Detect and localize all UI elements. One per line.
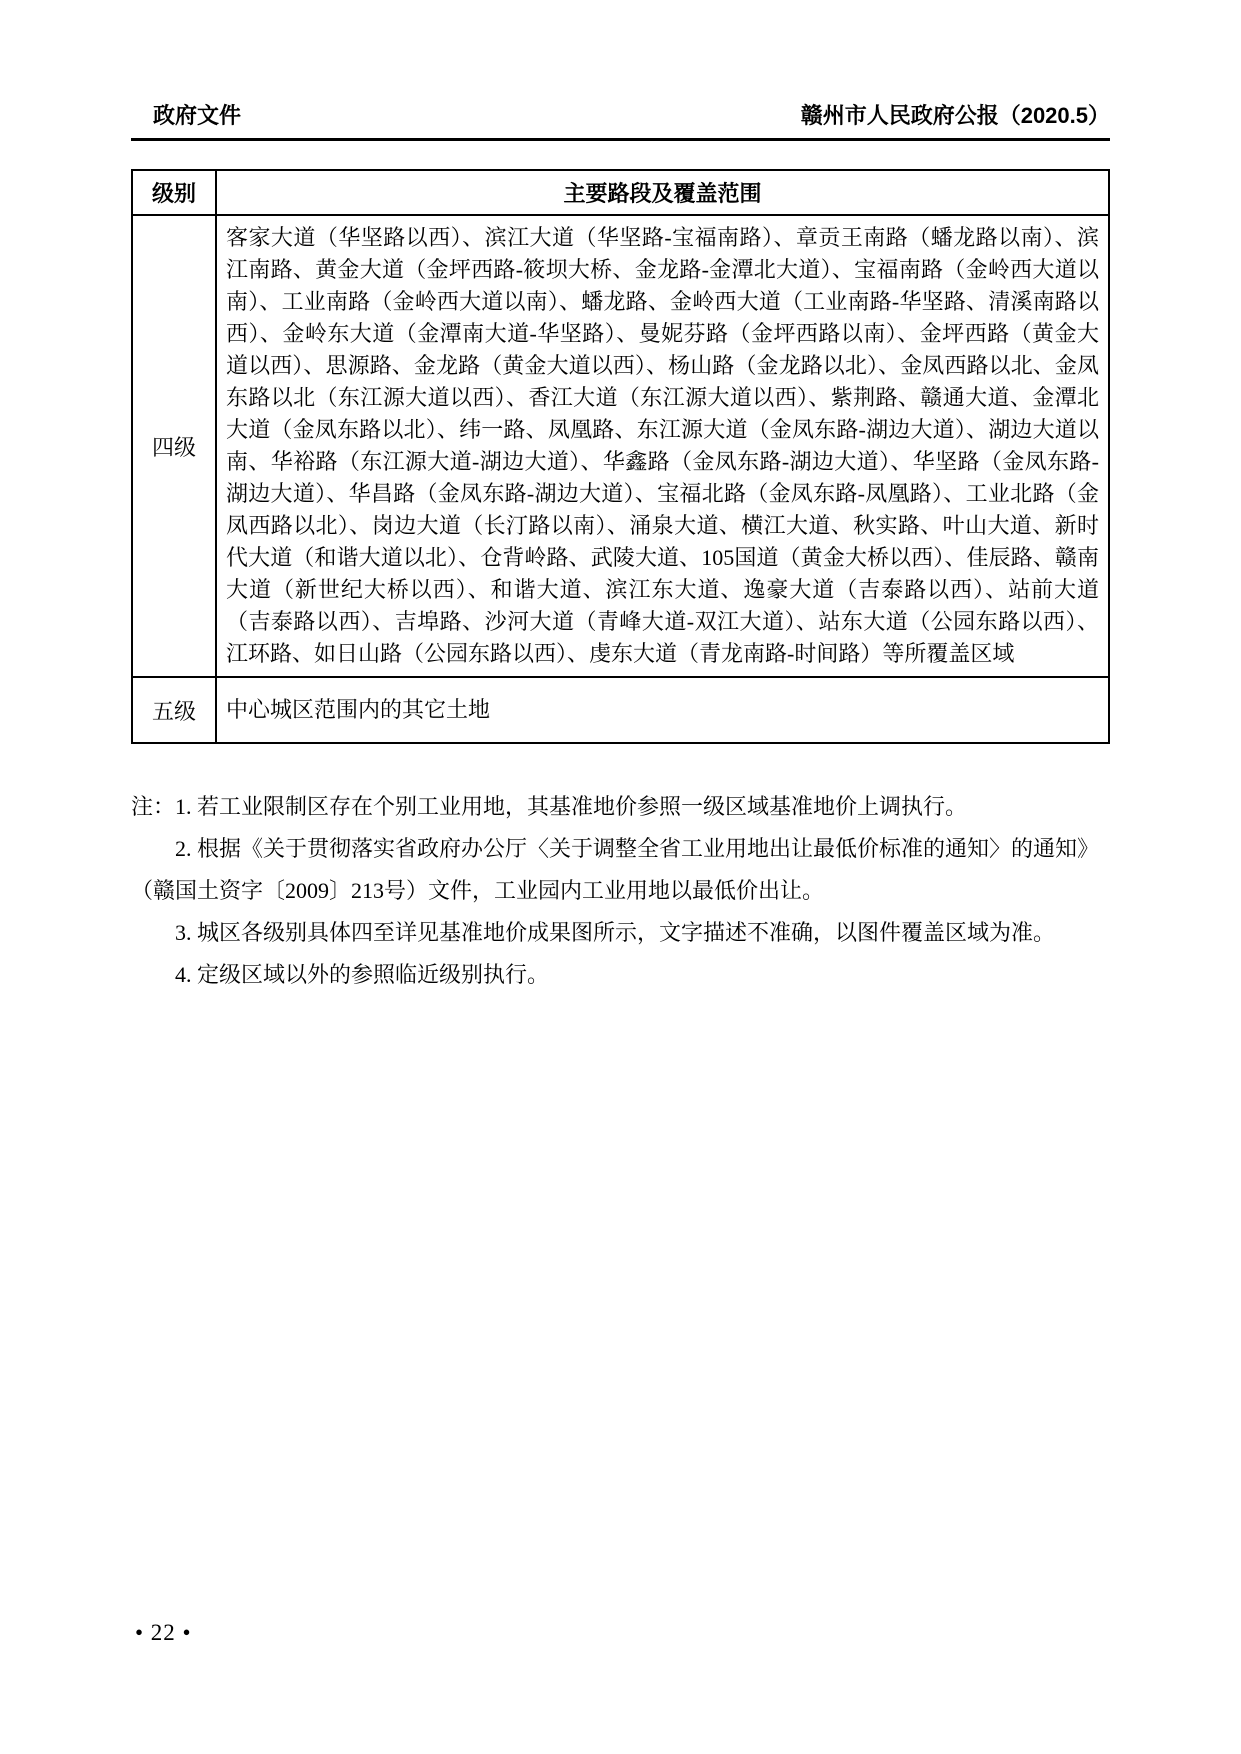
notes-section [131, 786, 1110, 996]
note-item-1 [131, 786, 1110, 828]
grade-4-level-cell: 四级 [132, 215, 216, 677]
header-gazette-title: 赣州市人民政府公报（2020.5） [800, 103, 1110, 128]
column-header-level: 级别 [132, 170, 216, 215]
note-item-3: 3. 城区各级别具体四至详见基准地价成果图所示，文字描述不准确，以图件覆盖区域为准。 [175, 920, 1056, 945]
page-number: • 22 • [135, 1620, 192, 1645]
land-grade-table [131, 169, 1110, 744]
grade-5-coverage-cell: 中心城区范围内的其它土地 [216, 677, 1109, 743]
table-row-grade-5 [132, 677, 1109, 743]
page-content [131, 103, 1110, 996]
grade-4-coverage-cell: 客家大道（华坚路以西）、滨江大道（华坚路-宝福南路）、章贡王南路（蟠龙路以南）、滨江南路、黄金大道（金坪西路-筱坝大桥、金龙路-金潭北大道）、宝福南路（金岭西大道以南）、工业南路（金岭西大道以南）、蟠龙路、金岭西大道（工业南路-华坚路、清溪南路以西）、金岭东大道（金潭南大道-华坚路）、曼妮芬路（金坪西路以南）、金坪西路（黄金大道以西）、思源路、金龙路（黄金大道以西）、杨山路（金龙路以北）、金凤西路以北、金凤东路以北（东江源大道以西）、香江大道（东江源大道以西）、紫荆路、赣通大道、金潭北大道（金凤东路以北）、纬一路、凤凰路、东江源大道（金凤东路-湖边大道）、湖边大道以南、华裕路（东江源大道-湖边大道）、华鑫路（金凤东路-湖边大道）、华坚路（金凤东路-湖边大道）、华昌路（金凤东路-湖边大道）、宝福北路（金凤东路-凤凰路）、工业北路（金凤西路以北）、岗边大道（长汀路以南）、涌泉大道、横江大道、秋实路、叶山大道、新时代大道（和谐大道以北）、仓背岭路、武陵大道、105国道（黄金大桥以西）、佳辰路、赣南大道（新世纪大桥以西）、和谐大道、滨江东大道、逸豪大道（吉泰路以西）、站前大道（吉泰路以西）、吉埠路、沙河大道（青峰大道-双江大道）、站东大道（公园东路以西）、江环路、如日山路（公园东路以西）、虔东大道（青龙南路-时间路）等所覆盖区域 [216, 215, 1109, 677]
grade-5-level-cell: 五级 [132, 677, 216, 743]
page-footer [135, 1620, 192, 1646]
note-item-4: 4. 定级区域以外的参照临近级别执行。 [175, 962, 550, 987]
column-header-coverage: 主要路段及覆盖范围 [216, 170, 1109, 215]
header-section-title: 政府文件 [153, 103, 242, 128]
table-row-grade-4 [132, 215, 1109, 677]
table-header-row [132, 170, 1109, 215]
header-rule [131, 138, 1110, 141]
notes-label: 注： [131, 794, 176, 819]
note-item-2: 2. 根据《关于贯彻落实省政府办公厅〈关于调整全省工业用地出让最低价标准的通知〉的通知》（赣国土资字〔2009〕213号）文件，工业园内工业用地以最低价出让。 [131, 836, 1100, 903]
note-1-text: 1. 若工业限制区存在个别工业用地，其基准地价参照一级区域基准地价上调执行。 [175, 794, 968, 819]
page-header [131, 103, 1110, 129]
